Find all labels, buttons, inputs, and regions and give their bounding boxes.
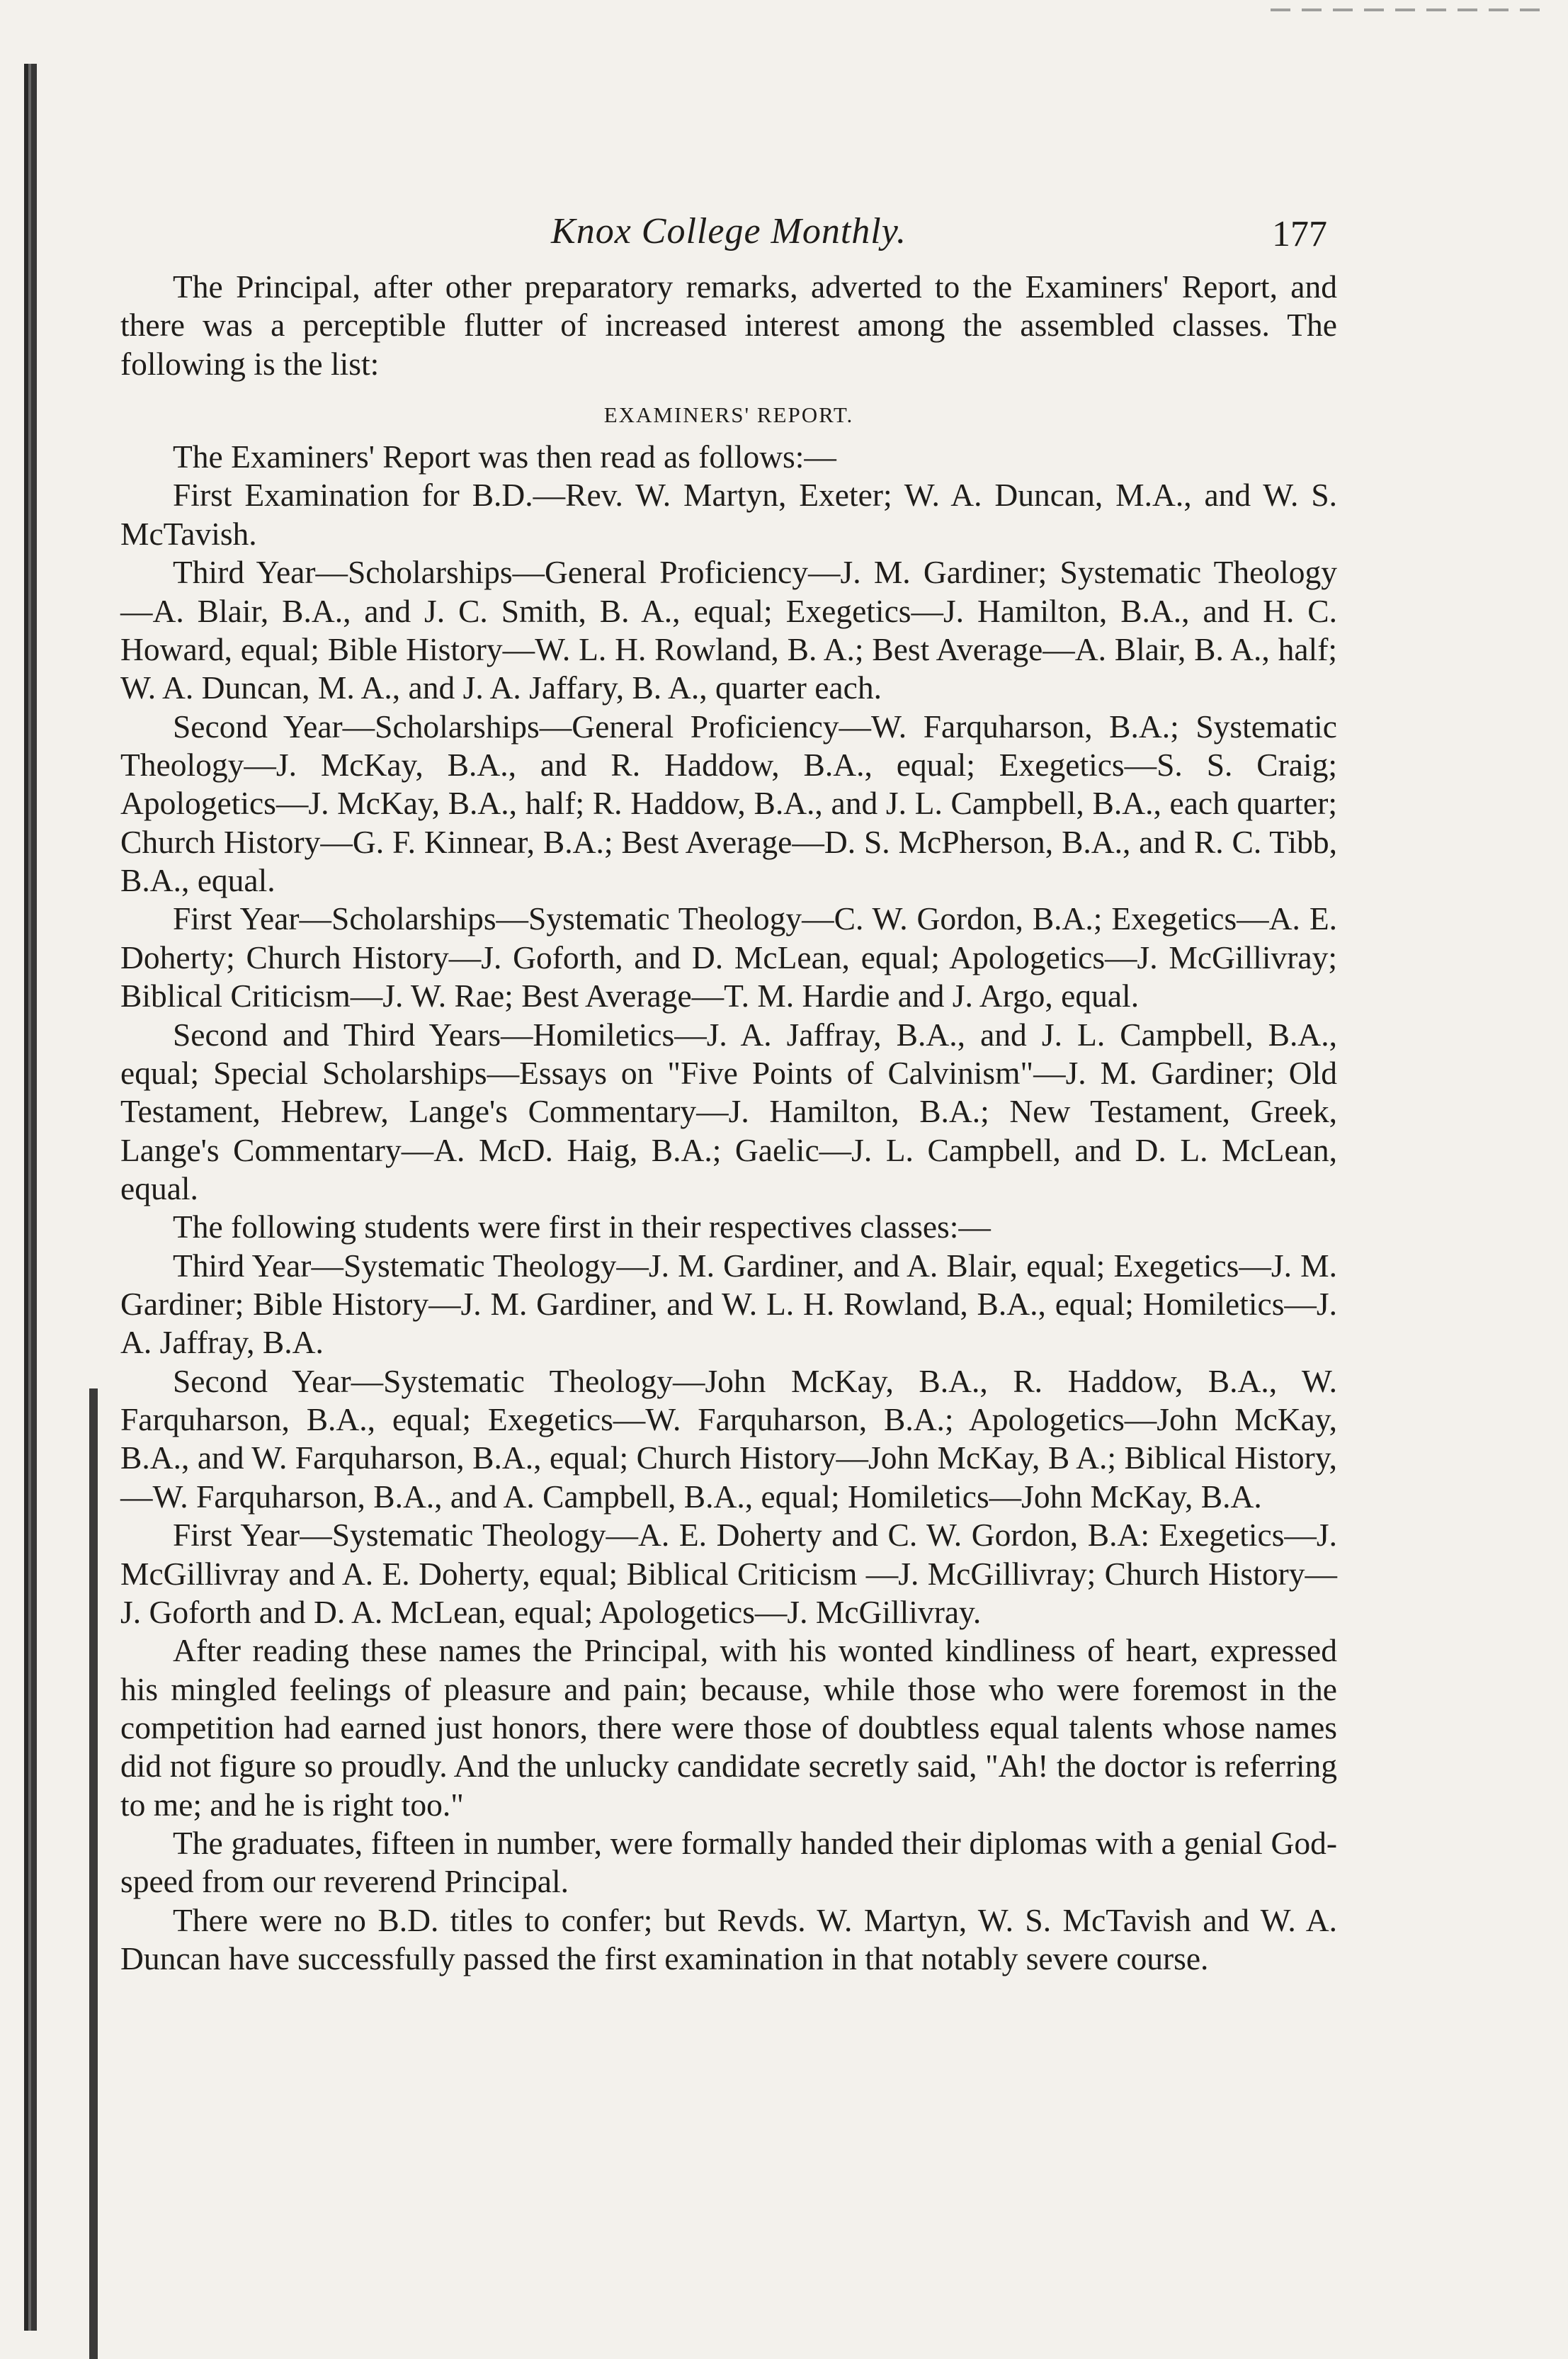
- paragraph-special-scholarships: Second and Third Years—Homiletics—J. A. Jaffray, B.A., and J. L. Campbell, B.A., equal; Special Scholarships—Essays on "Five Points of Calvinism"—J. M. Gardiner; Old Testament, Hebrew, Lange's Commentary—J. Hamilton, B.A.; New Testament, Greek, Lange's Commentary—A. McD. Haig, B.A.; Gaelic—J. L. Campbell, and D. L. McLean, equal.: [120, 1016, 1337, 1206]
- running-header: [120, 210, 1337, 268]
- scan-binding-shadow: [89, 1388, 98, 2359]
- paragraph-first-year-classes: First Year—Systematic Theology—A. E. Doherty and C. W. Gordon, B.A: Exegetics—J. McGillivray and A. E. Doherty, equal; Biblical Criticism —J. McGillivray; Church History—J. Goforth and D. A. McLean, equal; Apologetics—J. McGillivray.: [120, 1517, 1337, 1630]
- paragraph-first-examination: First Examination for B.D.—Rev. W. Martyn, Exeter; W. A. Duncan, M.A., and W. S. McTavish.: [120, 477, 1337, 552]
- paragraph-first-year-scholarships: First Year—Scholarships—Systematic Theology—C. W. Gordon, B.A.; Exegetics—A. E. Doherty; Church History—J. Goforth, and D. McLean, equal; Apologetics—J. McGillivray; Biblical Criticism—J. W. Rae; Best Average—T. M. Hardie and J. Argo, equal.: [120, 900, 1337, 1014]
- scan-top-artifact: [1271, 9, 1540, 11]
- paragraph-second-year-classes: Second Year—Systematic Theology—John McKay, B.A., R. Haddow, B.A., W. Farquharson, B.A., equal; Exegetics—W. Farquharson, B.A.; Apologetics—John McKay, B.A., and W. Farquharson, B.A., equal; Church History—John McKay, B A.; Biblical History,—W. Farquharson, B.A., and A. Campbell, B.A., equal; Homiletics—John McKay, B.A.: [120, 1362, 1337, 1515]
- paragraph-report-intro: The Examiners' Report was then read as follows:—: [173, 439, 836, 475]
- paragraph-first-in-classes-intro: The following students were first in their respectives classes:—: [173, 1209, 991, 1245]
- document-page: [120, 210, 1337, 1978]
- paragraph-third-year-scholarships: Third Year—Scholarships—General Proficiency—J. M. Gardiner; Systematic Theology—A. Blair, B.A., and J. C. Smith, B. A., equal; Exegetics—J. Hamilton, B.A., and H. C. Howard, equal; Bible History—W. L. H. Rowland, B. A.; Best Average—A. Blair, B. A., half; W. A. Duncan, M. A., and J. A. Jaffary, B. A., quarter each.: [120, 554, 1337, 706]
- scan-binding-edge: [24, 64, 42, 2331]
- page-number: 177: [1272, 214, 1327, 254]
- paragraph-principal-remarks: After reading these names the Principal, with his wonted kindliness of heart, expressed his mingled feelings of pleasure and pain; because, while those who were foremost in the competition had earned just honors, there were those of doubtless equal talents whose names did not figure so proudly. And the unlucky candidate secretly said, "Ah! the doctor is referring to me; and he is right too.": [120, 1632, 1337, 1823]
- paragraph-second-year-scholarships: Second Year—Scholarships—General Proficiency—W. Farquharson, B.A.; Systematic Theology—J. McKay, B.A., and R. Haddow, B.A., equal; Exegetics—S. S. Craig; Apologetics—J. McKay, B.A., half; R. Haddow, B.A., and J. L. Campbell, B.A., each quarter; Church History—G. F. Kinnear, B.A.; Best Average—D. S. McPherson, B.A., and R. C. Tibb, B.A., equal.: [120, 708, 1337, 899]
- paragraph-bd-titles: There were no B.D. titles to confer; but Revds. W. Martyn, W. S. McTavish and W. A. Duncan have successfully passed the first examination in that notably severe course.: [120, 1901, 1337, 1977]
- intro-paragraph: The Principal, after other preparatory remarks, adverted to the Examiners' Report, and there was a perceptible flutter of increased interest among the assembled classes. The following is the list:: [120, 268, 1337, 382]
- paragraph-third-year-classes: Third Year—Systematic Theology—J. M. Gardiner, and A. Blair, equal; Exegetics—J. M. Gardiner; Bible History—J. M. Gardiner, and W. L. H. Rowland, B.A., equal; Homiletics—J. A. Jaffray, B.A.: [120, 1247, 1337, 1361]
- running-title: Knox College Monthly.: [551, 211, 907, 251]
- section-heading: EXAMINERS' REPORT.: [603, 402, 854, 428]
- paragraph-graduates: The graduates, fifteen in number, were formally handed their diplomas with a genial God-speed from our reverend Principal.: [120, 1825, 1337, 1900]
